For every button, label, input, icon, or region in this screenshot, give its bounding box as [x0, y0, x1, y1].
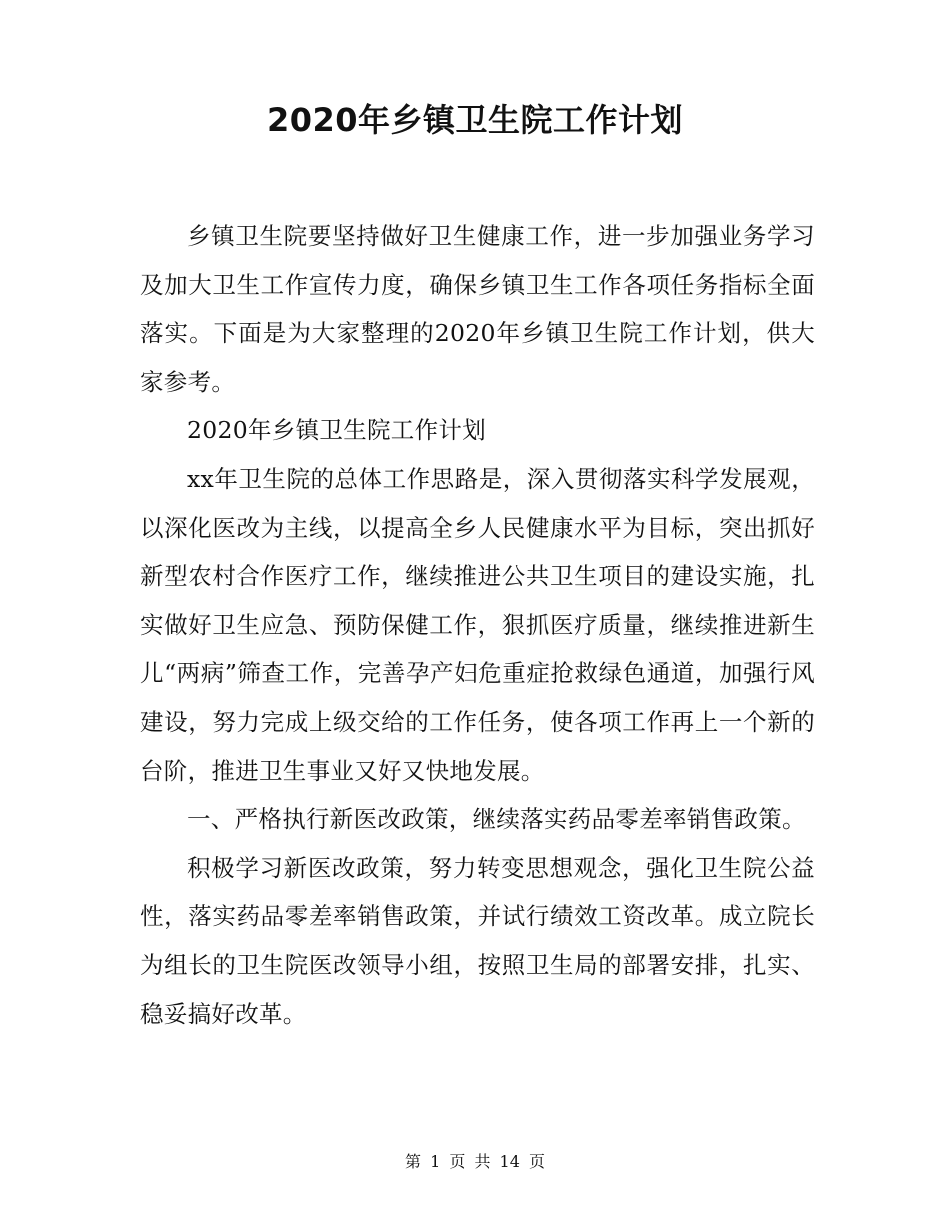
- document-body: [140, 212, 815, 1038]
- intro-paragraph: 乡镇卫生院要坚持做好卫生健康工作，进一步加强业务学习及加大卫生工作宣传力度，确保乡镇卫生工作各项任务指标全面落实。下面是为大家整理的2020年乡镇卫生院工作计划，供大家参考。: [140, 222, 815, 396]
- section-heading: 2020年乡镇卫生院工作计划: [187, 416, 487, 445]
- page-number-footer: 第 1 页 共 14 页: [405, 1152, 545, 1171]
- body-paragraph: 积极学习新医改政策，努力转变思想观念，强化卫生院公益性，落实药品零差率销售政策，并试行绩效工资改革。成立院长为组长的卫生院医改领导小组，按照卫生局的部署安排，扎实、稳妥搞好改革。: [140, 853, 815, 1028]
- body-paragraph: xx年卫生院的总体工作思路是，深入贯彻落实科学发展观，以深化医改为主线，以提高全乡人民健康水平为目标，突出抓好新型农村合作医疗工作，继续推进公共卫生项目的建设实施，扎实做好卫生应急、预防保健工作，狠抓医疗质量，继续推进新生儿“两病”筛查工作，完善孕产妇危重症抢救绿色通道，加强行风建设，努力完成上级交给的工作任务，使各项工作再上一个新的台阶，推进卫生事业又好又快地发展。: [140, 464, 815, 785]
- subsection-heading: 一、严格执行新医改政策，继续落实药品零差率销售政策。: [187, 805, 806, 834]
- document-title: 2020年乡镇卫生院工作计划: [266, 101, 684, 139]
